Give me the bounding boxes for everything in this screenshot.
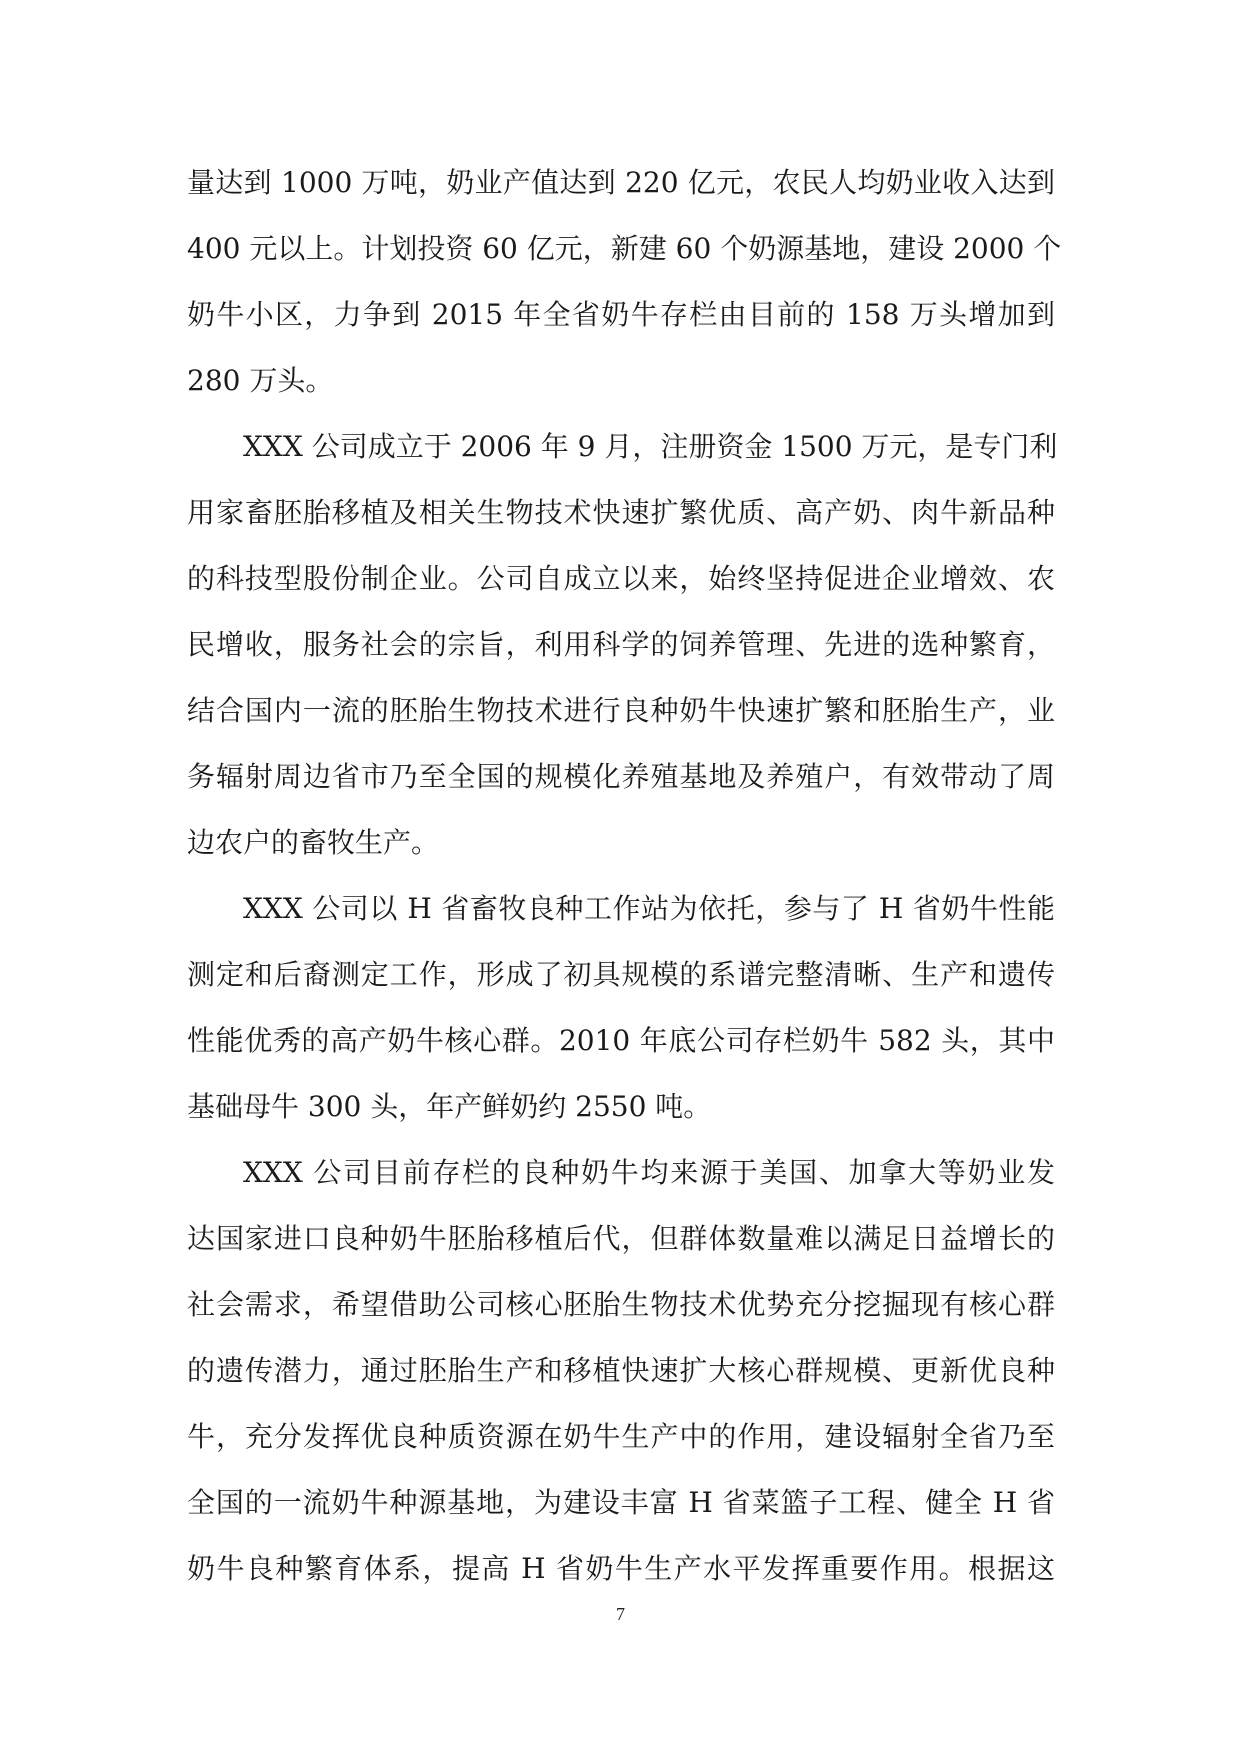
paragraph-2 (187, 414, 1058, 876)
text-line: 奶牛小区，力争到 2015 年全省奶牛存栏由目前的 158 万头增加到 (187, 298, 1055, 331)
text-line: 结合国内一流的胚胎生物技术进行良种奶牛快速扩繁和胚胎生产，业 (187, 694, 1055, 727)
text-line: 全国的一流奶牛种源基地，为建设丰富 H 省菜篮子工程、健全 H 省 (187, 1486, 1055, 1519)
text-line: 用家畜胚胎移植及相关生物技术快速扩繁优质、高产奶、肉牛新品种 (187, 496, 1055, 529)
page-number: 7 (616, 1604, 625, 1624)
text-line: 奶牛良种繁育体系，提高 H 省奶牛生产水平发挥重要作用。根据这 (187, 1552, 1055, 1585)
text-line: XXX 公司目前存栏的良种奶牛均来源于美国、加拿大等奶业发 (243, 1156, 1055, 1189)
text-line: 基础母牛 300 头，年产鲜奶约 2550 吨。 (187, 1090, 712, 1123)
text-line: 边农户的畜牧生产。 (187, 826, 440, 859)
paragraph-4 (187, 1140, 1055, 1602)
text-line: 测定和后裔测定工作，形成了初具规模的系谱完整清晰、生产和遗传 (187, 958, 1055, 991)
paragraph-3 (187, 876, 1055, 1140)
text-line: 性能优秀的高产奶牛核心群。2010 年底公司存栏奶牛 582 头，其中 (187, 1024, 1055, 1057)
text-line: 400 元以上。计划投资 60 亿元，新建 60 个奶源基地，建设 2000 个 (187, 232, 1062, 265)
text-line: 社会需求，希望借助公司核心胚胎生物技术优势充分挖掘现有核心群 (187, 1288, 1055, 1321)
text-line: 牛，充分发挥优良种质资源在奶牛生产中的作用，建设辐射全省乃至 (187, 1420, 1055, 1453)
text-line: 民增收，服务社会的宗旨，利用科学的饲养管理、先进的选种繁育， (187, 628, 1055, 661)
text-line: 的科技型股份制企业。公司自成立以来，始终坚持促进企业增效、农 (187, 562, 1055, 595)
text-line: 达国家进口良种奶牛胚胎移植后代，但群体数量难以满足日益增长的 (187, 1222, 1055, 1255)
text-line: 量达到 1000 万吨，奶业产值达到 220 亿元，农民人均奶业收入达到 (187, 166, 1055, 199)
text-line: XXX 公司以 H 省畜牧良种工作站为依托，参与了 H 省奶牛性能 (243, 892, 1055, 925)
text-line: 务辐射周边省市乃至全国的规模化养殖基地及养殖户，有效带动了周 (187, 760, 1055, 793)
text-line: XXX 公司成立于 2006 年 9 月，注册资金 1500 万元，是专门利 (243, 430, 1058, 463)
text-line: 280 万头。 (187, 364, 334, 397)
paragraph-1 (187, 150, 1062, 414)
body-text (187, 150, 1062, 1602)
text-line: 的遗传潜力，通过胚胎生产和移植快速扩大核心群规模、更新优良种 (187, 1354, 1055, 1387)
